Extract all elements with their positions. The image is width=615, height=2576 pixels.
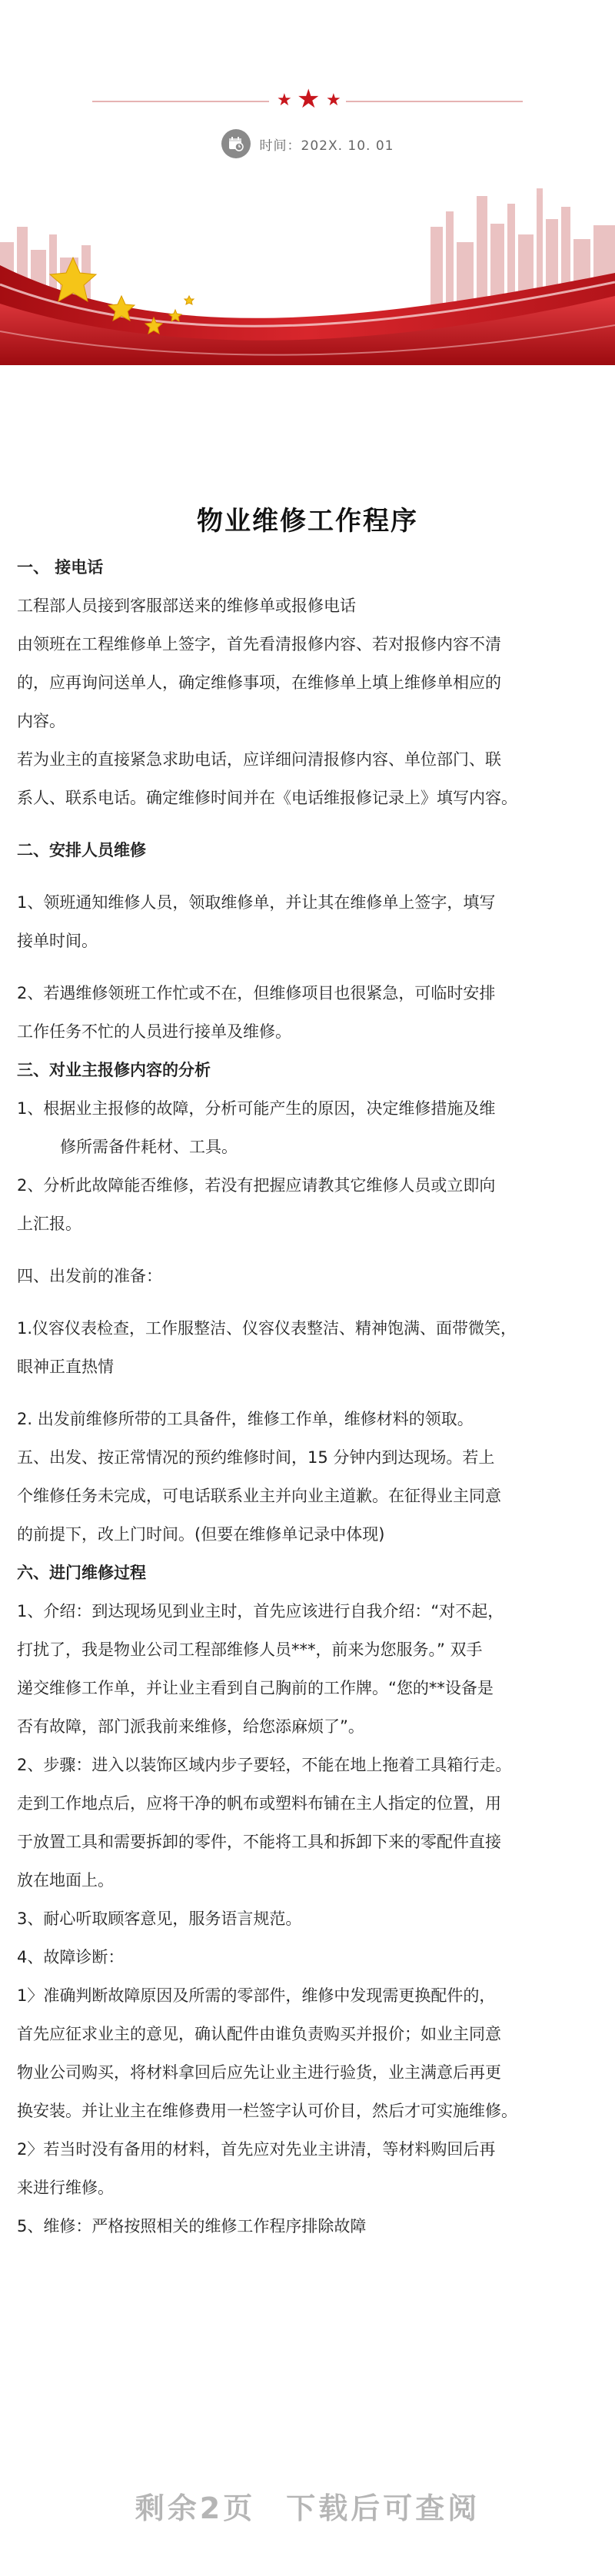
document-line: 5、维修：严格按照相关的维修工作程序排除故障 xyxy=(17,2217,367,2235)
download-to-view-label: 下载后可查阅 xyxy=(286,2491,480,2525)
document-line: 的前提下，改上门时间。(但要在维修单记录中体现) xyxy=(17,1525,385,1544)
document-line: 接单时间。 xyxy=(17,932,98,950)
document-line: 4、故障诊断： xyxy=(17,1948,125,1966)
document-line: 来进行维修。 xyxy=(17,2179,114,2197)
document-line: 于放置工具和需要拆卸的零件，不能将工具和拆卸下来的零配件直接 xyxy=(17,1833,501,1851)
document-line: 五、出发、按正常情况的预约维修时间，15 分钟内到达现场。若上 xyxy=(17,1448,495,1467)
document-line: 1、领班通知维修人员，领取维修单，并让其在维修单上签字，填写 xyxy=(17,893,496,912)
document-line: 2、若遇维修领班工作忙或不在，但维修项目也很紧急，可临时安排 xyxy=(17,984,496,1002)
document-body xyxy=(17,548,598,2245)
skyline-banner xyxy=(0,181,615,365)
divider-left xyxy=(92,101,269,102)
date-label: 时间：202X. 10. 01 xyxy=(259,138,394,154)
star-icon: ★ xyxy=(297,84,321,115)
star-icon: ★ xyxy=(326,91,341,110)
document-line: 2、步骤：进入以装饰区域内步子要轻，不能在地上拖着工具箱行走。 xyxy=(17,1756,512,1774)
document-line: 个维修任务未完成，可电话联系业主并向业主道歉。在征得业主同意 xyxy=(17,1487,501,1505)
document-line: 内容。 xyxy=(17,712,65,730)
document-line: 递交维修工作单，并让业主看到自己胸前的工作牌。“您的**设备是 xyxy=(17,1679,494,1697)
document-line: 放在地面上。 xyxy=(17,1871,114,1890)
document-line: 3、耐心听取顾客意见，服务语言规范。 xyxy=(17,1910,302,1928)
document-line: 1.仪容仪表检查，工作服整洁、仪容仪表整洁、精神饱满、面带微笑， xyxy=(17,1319,517,1338)
document-line: 1〉准确判断故障原因及所需的零部件，维修中发现需更换配件的， xyxy=(17,1986,496,2005)
document-line: 一、 接电话 xyxy=(17,558,104,577)
star-icon: ★ xyxy=(277,91,292,110)
download-prompt[interactable] xyxy=(0,2485,615,2527)
document-line: 若为业主的直接紧急求助电话，应详细问清报修内容、单位部门、联 xyxy=(17,750,501,769)
divider-right xyxy=(346,101,523,102)
document-line: 眼神正直热情 xyxy=(17,1358,114,1376)
document-line: 的，应再询问送单人，确定维修事项，在维修单上填上维修单相应的 xyxy=(17,673,501,692)
document-line: 二、安排人员维修 xyxy=(17,841,146,859)
document-line: 打扰了，我是物业公司工程部维修人员***，前来为您服务。” 双手 xyxy=(17,1640,483,1659)
remaining-pages-label: 剩余2页 xyxy=(135,2491,256,2525)
calendar-clock-icon xyxy=(221,129,251,158)
document-line: 修所需备件耗材、工具。 xyxy=(60,1138,238,1156)
document-line: 换安装。并让业主在维修费用一栏签字认可价目，然后才可实施维修。 xyxy=(17,2102,517,2120)
document-line: 否有故障，部门派我前来维修，给您添麻烦了”。 xyxy=(17,1717,364,1736)
document-line: 1、介绍：到达现场见到业主时，首先应该进行自我介绍：“对不起， xyxy=(17,1602,504,1620)
document-line: 四、出发前的准备： xyxy=(17,1267,162,1285)
document-title: 物业维修工作程序 xyxy=(197,506,418,537)
document-line: 工作任务不忙的人员进行接单及维修。 xyxy=(17,1022,291,1041)
document-line: 六、进门维修过程 xyxy=(17,1564,146,1582)
document-line: 系人、联系电话。确定维修时间并在《电话维报修记录上》填写内容。 xyxy=(17,789,517,807)
document-line: 2. 出发前维修所带的工具备件，维修工作单，维修材料的领取。 xyxy=(17,1410,474,1428)
date-row xyxy=(0,128,615,159)
document-line: 由领班在工程维修单上签字，首先看清报修内容、若对报修内容不清 xyxy=(17,635,501,653)
document-line: 走到工作地点后，应将干净的帆布或塑料布铺在主人指定的位置，用 xyxy=(17,1794,501,1813)
document-line: 2、分析此故障能否维修，若没有把握应请教其它维修人员或立即向 xyxy=(17,1176,496,1195)
document-line: 2〉若当时没有备用的材料，首先应对先业主讲清，等材料购回后再 xyxy=(17,2140,496,2159)
document xyxy=(17,500,598,2245)
document-line: 1、根据业主报修的故障，分析可能产生的原因，决定维修措施及维 xyxy=(17,1099,496,1118)
document-line: 三、对业主报修内容的分析 xyxy=(17,1061,211,1079)
document-line: 物业公司购买，将材料拿回后应先让业主进行验货，业主满意后再更 xyxy=(17,2063,501,2082)
header-stars xyxy=(0,86,615,117)
document-line: 工程部人员接到客服部送来的维修单或报修电话 xyxy=(17,597,356,615)
document-line: 上汇报。 xyxy=(17,1215,81,1233)
document-line: 首先应征求业主的意见，确认配件由谁负责购买并报价；如业主同意 xyxy=(17,2025,501,2043)
